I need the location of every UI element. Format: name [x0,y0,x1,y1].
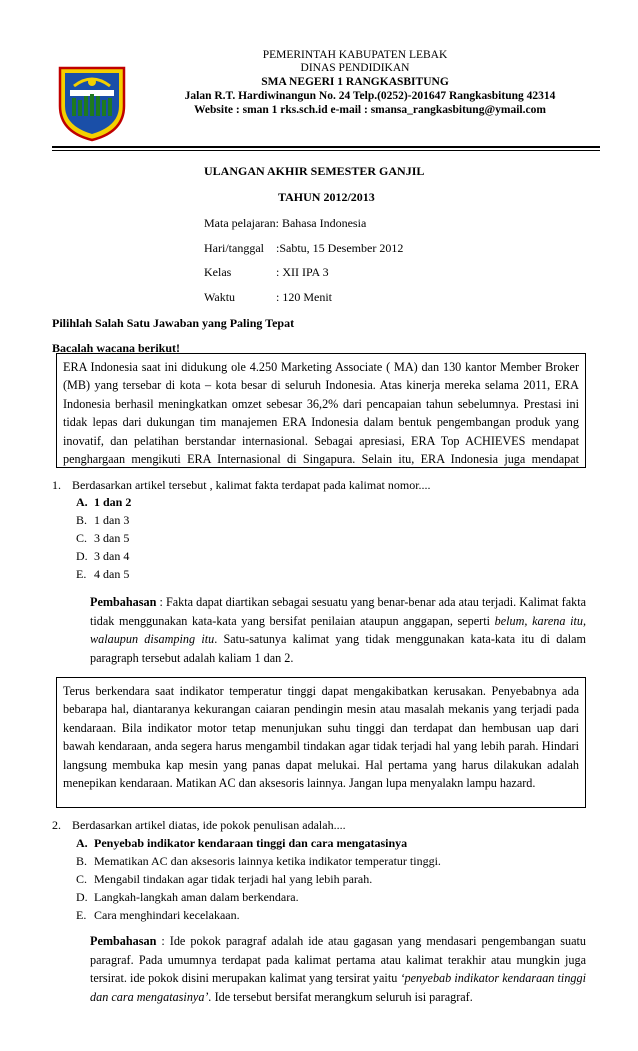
question-2-option-e: E. Cara menghindari kecelakaan. [76,908,240,922]
exam-subject: Mata pelajaran: Bahasa Indonesia [204,216,367,230]
question-2-option-a: A. Penyebab indikator kendaraan tinggi dan cara mengatasinya [76,836,408,850]
question-1-text: Berdasarkan artikel tersebut , kalimat fakta terdapat pada kalimat nomor.... [72,478,431,492]
exam-class-value: : XII IPA 3 [276,265,329,279]
header-website: Website : sman 1 rks.sch.id e-mail : smansa_rangkasbitung@ymail.com [194,104,546,116]
question-2-option-d: D. Langkah-langkah aman dalam berkendara. [76,890,299,904]
question-1-option-d: D. 3 dan 4 [76,549,130,563]
exam-year: TAHUN 2012/2013 [278,190,375,204]
question-1-option-c: C. 3 dan 5 [76,531,130,545]
passage-2-text: Terus berkendara saat indikator temperatur tinggi dapat mengakibatkan kerusakan. Penyebabnya ada bebarapa hal, diantaranya kekurangan caiaran pendingin mesin atau masalah mekanis yang terjadi pada kendaraan. Bila indikator motor tetap menunjukan suhu tinggi dan terdapat dan hembusan uap dari bawah kendaraan, anda segera harus mengambil tindakan agar tidak terjadi hal yang lebih parah. Hindari langsung membuka kap mesin yang panas dapat melukai. Hal pertama yang harus dilakukan adalah menepikan kendaraan. Matikan AC dan aksesoris lainnya. Jangan lupa menyalakn lampu hazard. [63,684,579,791]
header-divider-thin [52,150,600,151]
exam-day-label: Hari/tanggal [204,241,264,255]
header-divider-thick [52,146,600,148]
question-2 [52,818,346,833]
question-1 [52,478,431,493]
pembahasan-1-label: Pembahasan [90,595,157,609]
header-department: DINAS PENDIDIKAN [300,62,410,74]
passage-2-box [56,677,586,808]
header-government: PEMERINTAH KABUPATEN LEBAK [262,49,448,61]
instruction-choose: Pilihlah Salah Satu Jawaban yang Paling Tepat [52,316,295,330]
exam-time-label: Waktu [204,290,236,304]
exam-title: ULANGAN AKHIR SEMESTER GANJIL [204,164,425,178]
exam-day-value: :Sabtu, 15 Desember 2012 [276,241,404,255]
question-1-option-e: E. 4 dan 5 [76,567,130,581]
exam-class-label: Kelas [204,265,232,279]
question-2-option-c: C. Mengabil tindakan agar tidak terjadi hal yang lebih parah. [76,872,373,886]
question-1-number: 1. [52,478,61,492]
header-address: Jalan R.T. Hardiwinangun No. 24 Telp.(0252)-201647 Rangkasbitung 42314 [184,90,556,102]
question-2-option-b: B. Mematikan AC dan aksesoris lainnya ketika indikator temperatur tinggi. [76,854,441,868]
question-1-option-a: A. 1 dan 2 [76,495,132,509]
passage-1-box [56,353,586,468]
instruction-read: Bacalah wacana berikut! [52,341,181,355]
question-1-pembahasan: Pembahasan : Fakta dapat diartikan sebagai sesuatu yang benar-benar ada atau terjadi. Kalimat fakta tidak menggunakan kata-kata yang bersifat penilaian ataupun anggapan, seperti belum, karena itu, walaupun disamping itu. Satu-satunya kalimat yang tidak menggunakan kata-kata itu di dalam paragraph tersebut adalah kaliam 1 dan 2. [90,595,587,665]
exam-time-value: : 120 Menit [276,290,332,304]
header-school-name: SMA NEGERI 1 RANGKASBITUNG [261,76,449,88]
question-2-number: 2. [52,818,61,832]
passage-1-text: ERA Indonesia saat ini didukung ole 4.250 Marketing Associate ( MA) dan 130 kantor Member Broker (MB) yang tersebar di kota – kota besar di seluruh Indonesia. Atas kinerja mereka selama 2011, ERA Indonesia berhasil meningkatkan omzet sebesar 36,2% dari pencapaian tahun sebelumnya. Prestasi ini tidak lepas dari dukungan tim manajemen ERA Indonesia dalam bentuk pengembangan produk yang inovatif, dan pelatihan berstandar internasional. Sebagai apresiasi, ERA Top ACHIEVES mendapat penghargaan mengikuti ERA Internasional di Singapura. Selain itu, ERA Indonesia juga mendapat [63,360,579,467]
school-logo-emblem [56,62,128,142]
question-2-pembahasan: Pembahasan : Ide pokok paragraf adalah ide atau gagasan yang mendasari pengembangan suatu paragraf. Pada umumnya terdapat pada kalimat pertama atau kalimat terakhir atau mungkin juga tersirat. ide pokok disini merupakan kalimat yang tersirat yaitu ‘penyebab indikator kendaraan tinggi dan cara mengatasinya’. Ide tersebut bersifat merangkum seluruh isi paragraf. [90,934,586,1004]
pembahasan-2-label: Pembahasan [90,934,157,948]
question-1-option-b: B. 1 dan 3 [76,513,130,527]
question-2-text: Berdasarkan artikel diatas, ide pokok penulisan adalah.... [72,818,346,832]
